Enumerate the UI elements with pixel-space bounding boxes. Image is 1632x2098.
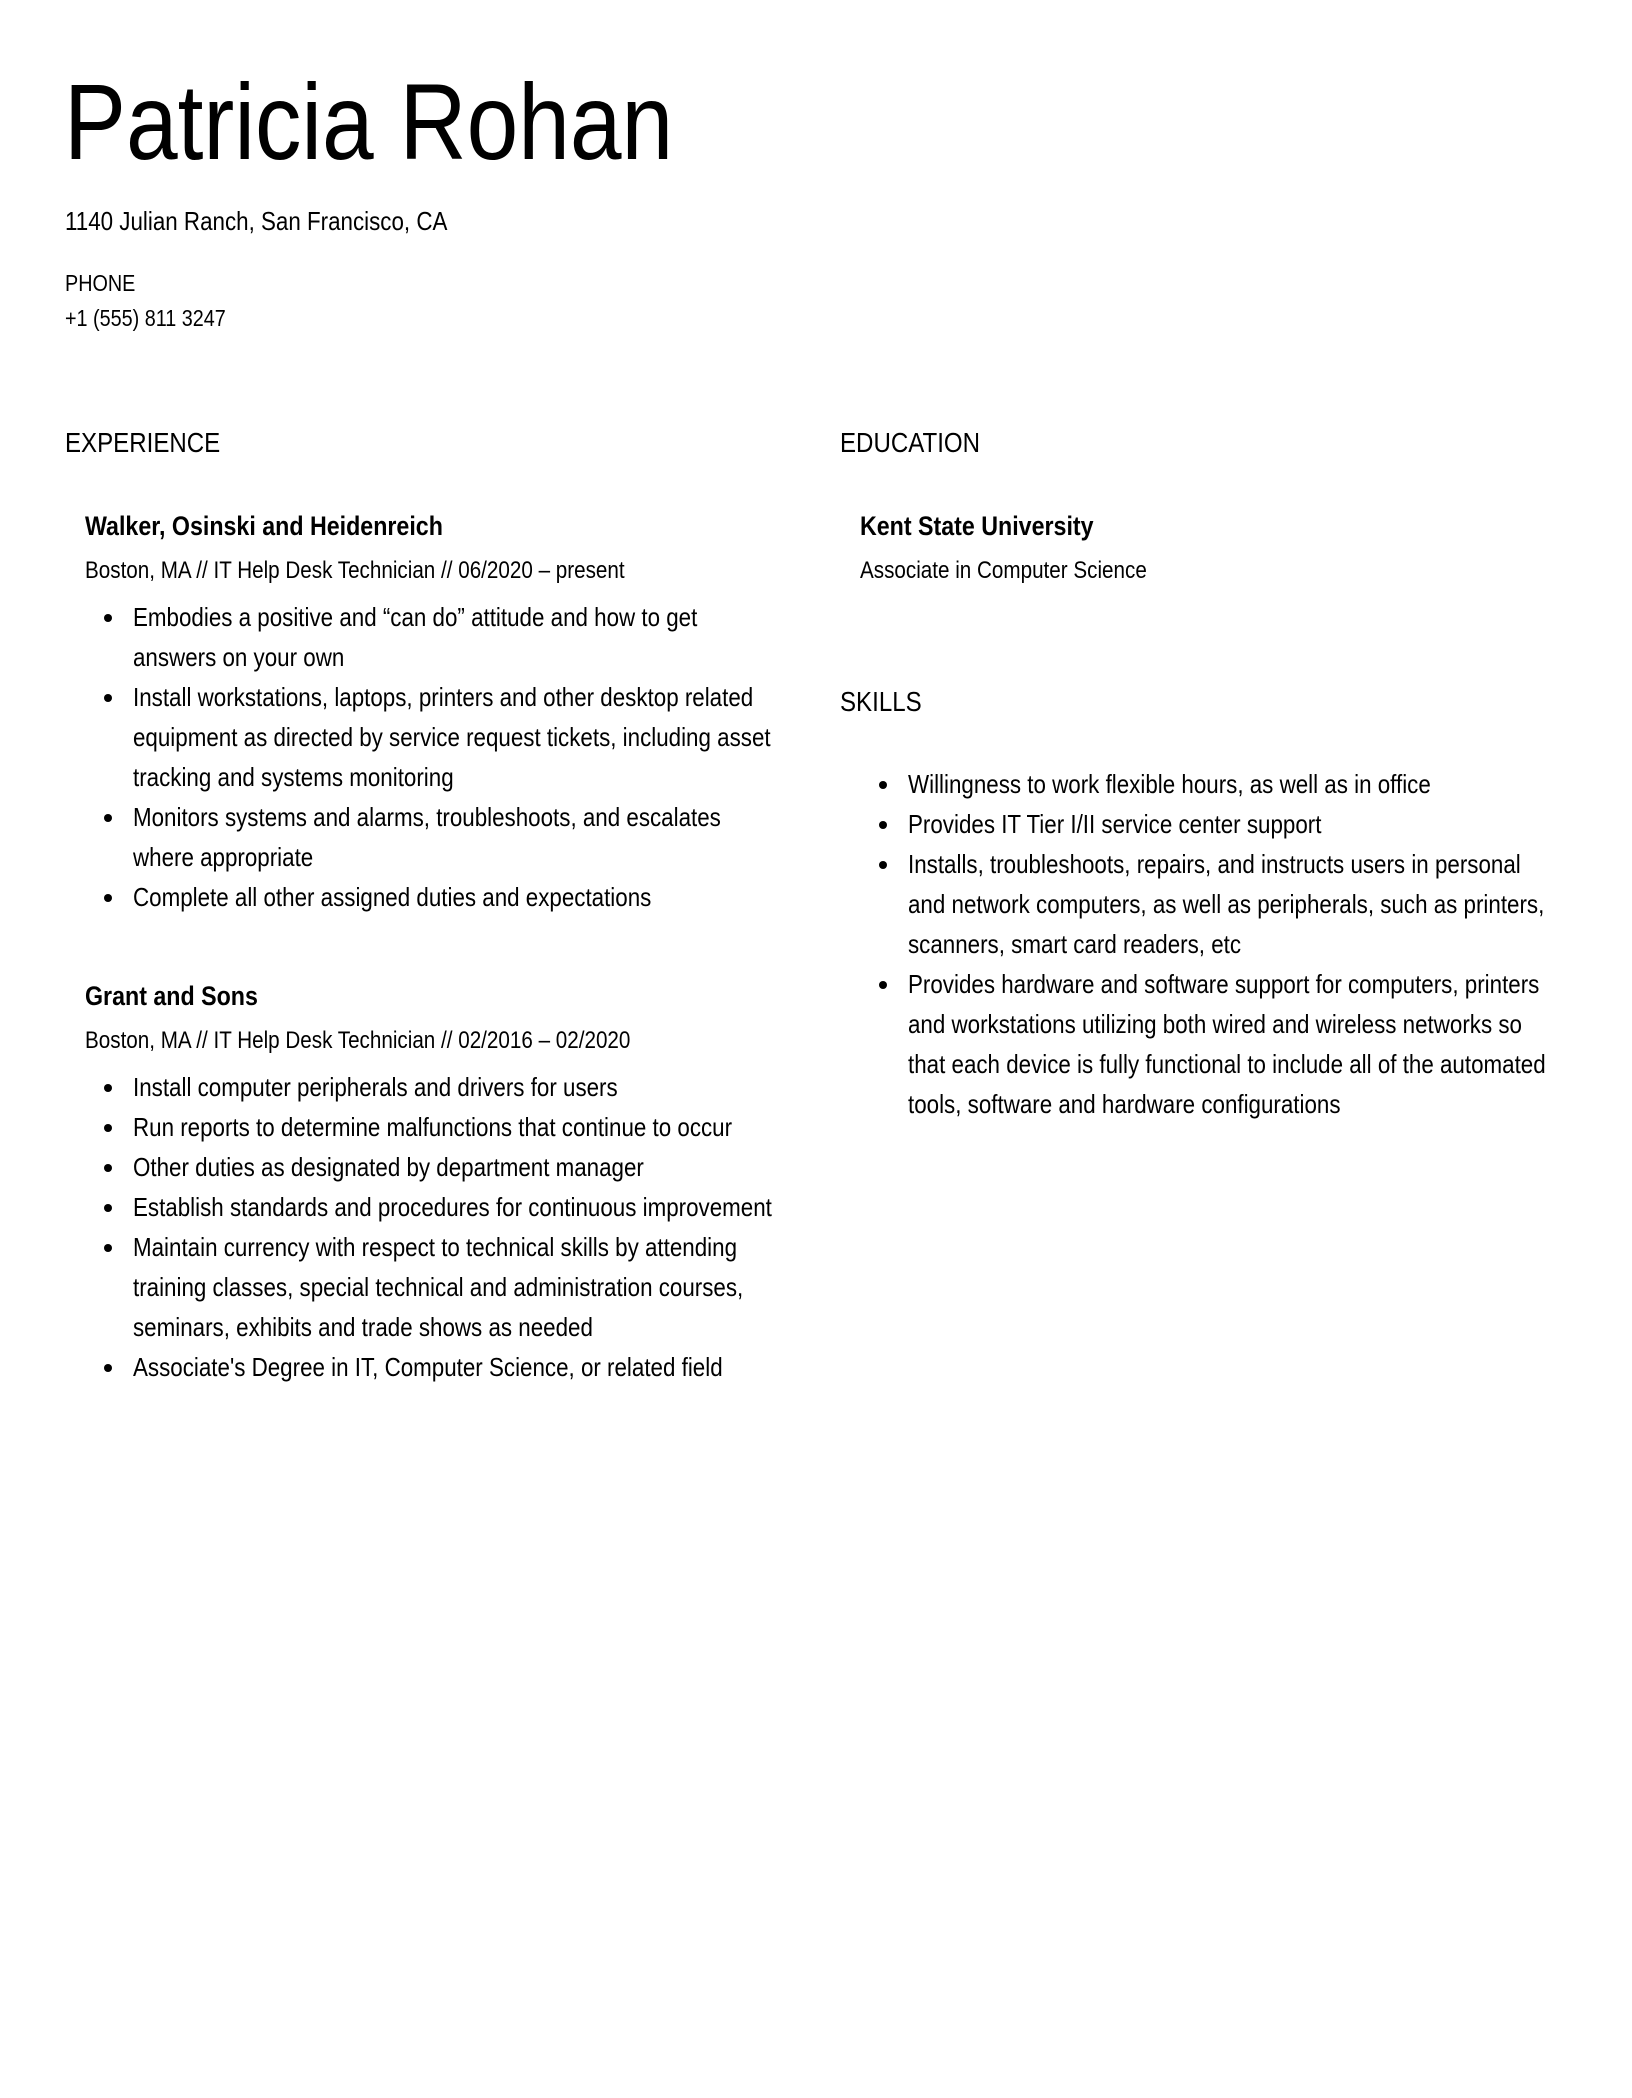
education-heading: EDUCATION <box>840 427 981 458</box>
list-item: Installs, troubleshoots, repairs, and instructs users in personal and network computers, as well as peripherals, such as printers, scanners, smart card readers, etc <box>860 844 1560 964</box>
list-item: Complete all other assigned duties and expectations <box>85 877 785 917</box>
list-item: Maintain currency with respect to technical skills by attending training classes, special technical and administration courses, seminars, exhibits and trade shows as needed <box>85 1227 785 1347</box>
list-item: Establish standards and procedures for continuous improvement <box>85 1187 785 1227</box>
job-meta: Boston, MA // IT Help Desk Technician // 02/2016 – 02/2020 <box>85 1027 631 1054</box>
candidate-name: Patricia Rohan <box>64 61 674 182</box>
list-item: Embodies a positive and “can do” attitude and how to get answers on your own <box>85 597 785 677</box>
list-item: Other duties as designated by department manager <box>85 1147 785 1187</box>
list-item: Run reports to determine malfunctions that continue to occur <box>85 1107 785 1147</box>
list-item: Provides hardware and software support for computers, printers and workstations utilizing both wired and wireless networks so that each device is fully functional to include all of the automated tools, software and hardware configurations <box>860 964 1560 1124</box>
address: 1140 Julian Ranch, San Francisco, CA <box>65 206 448 236</box>
list-item: Install computer peripherals and drivers for users <box>85 1067 785 1107</box>
phone-value: +1 (555) 811 3247 <box>65 305 226 331</box>
job-bullets <box>85 597 785 917</box>
experience-heading: EXPERIENCE <box>65 427 221 458</box>
degree: Associate in Computer Science <box>860 557 1147 584</box>
list-item: Monitors systems and alarms, troubleshoots, and escalates where appropriate <box>85 797 785 877</box>
list-item: Willingness to work flexible hours, as well as in office <box>860 764 1560 804</box>
job-meta: Boston, MA // IT Help Desk Technician // 06/2020 – present <box>85 557 625 584</box>
skills-heading: SKILLS <box>840 686 922 717</box>
list-item: Provides IT Tier I/II service center support <box>860 804 1560 844</box>
job-bullets <box>85 1067 785 1387</box>
school-name: Kent State University <box>860 511 1094 541</box>
list-item: Associate's Degree in IT, Computer Science, or related field <box>85 1347 785 1387</box>
skills-list <box>860 764 1560 1124</box>
list-item: Install workstations, laptops, printers and other desktop related equipment as directed by service request tickets, including asset tracking and systems monitoring <box>85 677 785 797</box>
phone-label: PHONE <box>65 270 136 296</box>
job-company: Walker, Osinski and Heidenreich <box>85 511 443 541</box>
job-company: Grant and Sons <box>85 981 258 1011</box>
